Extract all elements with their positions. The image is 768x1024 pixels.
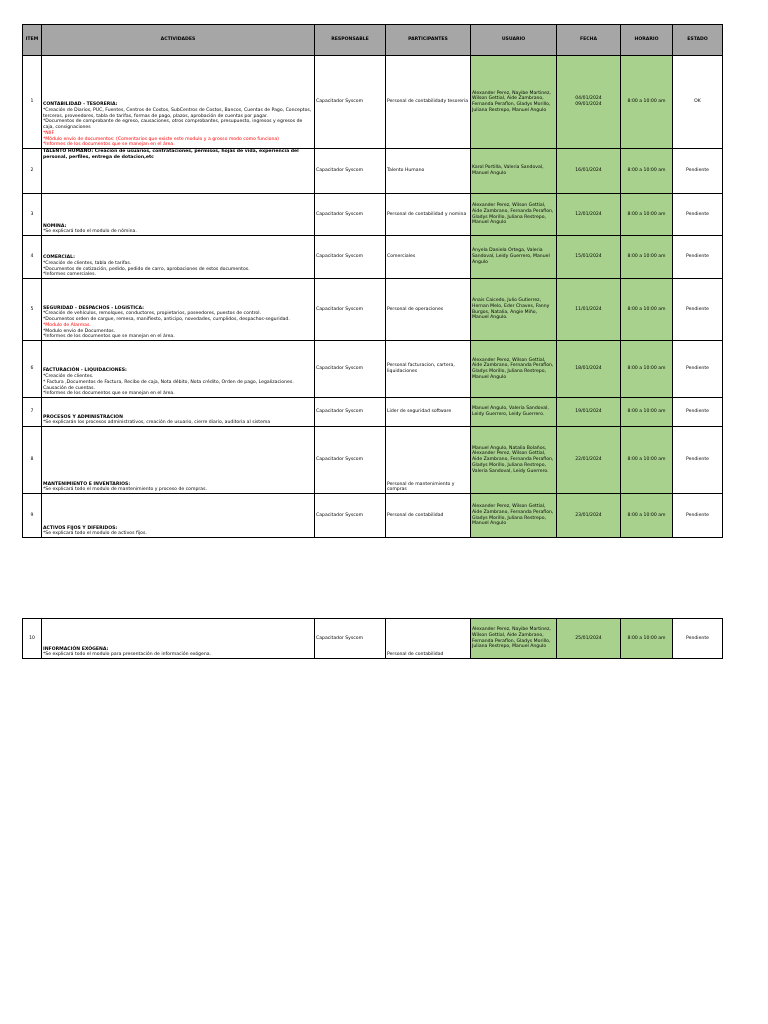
row-activity — [42, 427, 315, 494]
row-estado: Pendiente — [673, 236, 723, 279]
row-horario: 8:00 a 10:00 am — [621, 341, 673, 398]
row-fecha: 23/01/2024 — [557, 494, 621, 538]
row-horario: 8:00 a 10:00 am — [621, 398, 673, 427]
activity-title: NOMINA: — [43, 223, 67, 229]
activity-line: *Informes de los documentos que se manejan en el área. — [43, 391, 175, 397]
row-usuario: Anyela Daniela Ortega, Valeria Sandoval, Leidy Guerrero, Manuel Angulo — [471, 236, 557, 279]
row-usuario: Manuel Angulo, Natalia Bolaños, Alexander Perez, Wilson Gettial, Aide Zambrano, Fernanda Peraflon, Gladys Morillo, Juliana Restrepo, Valeria Sandoval, Leidy Guerrero. — [471, 427, 557, 494]
row-responsable: Capacitador Syscom — [315, 341, 386, 398]
table-row — [23, 398, 723, 427]
activity-title: CONTABILIDAD - TESORERIA: — [43, 102, 118, 108]
activity-line: *Creación de clientes. — [43, 374, 94, 380]
header-usuario: USUARIO — [471, 25, 557, 56]
row-participantes: Personal de contabilidad — [386, 494, 471, 538]
row-estado: OK — [673, 56, 723, 149]
activity-line: *Documentos orden de cargue, remesa, manifiesto, anticipo, novedades, cumplidos, despachos-seguridad. — [43, 317, 290, 323]
table-row — [23, 619, 723, 659]
header-estado: ESTADO — [673, 25, 723, 56]
header-item: ITEM — [23, 25, 42, 56]
row-horario: 8:00 a 10:00 am — [621, 279, 673, 341]
row-participantes: Talento Humano — [386, 149, 471, 194]
row-horario: 8:00 a 10:00 am — [621, 194, 673, 236]
row-participantes: Personal facturacion, cartera, liquidaciones — [386, 341, 471, 398]
activity-line: *Documentos de comprobante de egreso, causaciones, otros comprobantes, presupuesto, ingresos y egresos de caja, consignaciones — [43, 119, 303, 131]
row-responsable: Capacitador Syscom — [315, 56, 386, 149]
row-usuario: Alexander Perez, Wilson Gettial, Aide Zambrano, Fernanda Peraflon, Gladys Morillo, Juliana Restrepo, Manuel Angulo — [471, 194, 557, 236]
row-fecha: 15/01/2024 — [557, 236, 621, 279]
row-responsable: Capacitador Syscom — [315, 619, 386, 659]
schedule-table-continuation — [22, 618, 723, 659]
row-fecha: 22/01/2024 — [557, 427, 621, 494]
row-responsable: Capacitador Syscom — [315, 149, 386, 194]
row-fecha: 25/01/2024 — [557, 619, 621, 659]
row-item-number: 7 — [23, 398, 42, 427]
row-estado: Pendiente — [673, 619, 723, 659]
row-item-number: 8 — [23, 427, 42, 494]
row-responsable: Capacitador Syscom — [315, 398, 386, 427]
header-row — [23, 25, 723, 56]
row-item-number: 6 — [23, 341, 42, 398]
row-usuario: Alexander Perez, Nayibe Martinez, Wilson Gettial, Aide Zambrano, Fernanda Peraflon, Gladys Morillo, Juliana Restrepo, Manuel Angulo — [471, 619, 557, 659]
activity-title: FACTURACIÓN - LIQUIDACIONES: — [43, 368, 127, 374]
row-activity — [42, 341, 315, 398]
activity-line: *Módulo envío de documentos: (Comentarios que existe este modulo y a grosso modo como funciona) — [43, 136, 279, 142]
row-horario: 8:00 a 10:00 am — [621, 236, 673, 279]
activity-title: COMERCIAL: — [43, 255, 75, 261]
activity-line: *Se explicará todo el modulo de mantenimiento y proceso de compras. — [43, 487, 207, 493]
activity-line: *Se explicarán los procesos administrativos, creación de usuario, cierre diario, auditoria al sistema — [43, 420, 271, 426]
row-usuario: Karol Portilla, Valeria Sandoval, Manuel Angulo — [471, 149, 557, 194]
header-participantes: PARTICIPANTES — [386, 25, 471, 56]
row-activity — [42, 279, 315, 341]
table-row — [23, 56, 723, 149]
row-activity — [42, 56, 315, 149]
row-estado: Pendiente — [673, 341, 723, 398]
row-fecha: 18/01/2024 — [557, 341, 621, 398]
table-row — [23, 236, 723, 279]
row-activity — [42, 236, 315, 279]
table-row — [23, 427, 723, 494]
row-fecha: 19/01/2024 — [557, 398, 621, 427]
table-row — [23, 494, 723, 538]
row-responsable: Capacitador Syscom — [315, 427, 386, 494]
row-item-number: 4 — [23, 236, 42, 279]
activity-line: *Creación de clientes, tabla de tarifas. — [43, 260, 132, 266]
row-estado: Pendiente — [673, 279, 723, 341]
table-row — [23, 194, 723, 236]
row-item-number: 10 — [23, 619, 42, 659]
row-horario: 8:00 a 10:00 am — [621, 56, 673, 149]
table-row — [23, 149, 723, 194]
activity-line: *Modulo de Alarmas. — [43, 322, 91, 328]
row-activity — [42, 619, 315, 659]
header-responsable: RESPONSABLE — [315, 25, 386, 56]
activity-line: * Factura ,Documentos de Factura, Recibo de caja, Nota débito, Nota crédito, Orden de pago, Legalizaciones. Causación de cuentas. — [43, 379, 294, 391]
row-fecha: 12/01/2024 — [557, 194, 621, 236]
activity-title: TALENTO HUMANO: Creación de usuarios, contrataciones, permisos, hojas de vida, experiencia del personal, perfiles, entrega de dotacion,etc — [43, 149, 299, 160]
header-actividades: ACTIVIDADES — [42, 25, 315, 56]
activity-line: *Informes de los documentos que se manejan en el área. — [43, 334, 175, 340]
row-horario: 8:00 a 10:00 am — [621, 427, 673, 494]
row-horario: 8:00 a 10:00 am — [621, 494, 673, 538]
row-estado: Pendiente — [673, 194, 723, 236]
header-fecha: FECHA — [557, 25, 621, 56]
row-usuario: Alexander Perez, Wilson Gettial, Aide Zambrano, Fernanda Peraflon, Gladys Morillo, Juliana Restrepo, Manuel Angulo — [471, 494, 557, 538]
row-estado: Pendiente — [673, 149, 723, 194]
row-item-number: 2 — [23, 149, 42, 194]
row-participantes: Personal de contabilidady tesoreria — [386, 56, 471, 149]
activity-line: *Se explicará todo el modulo de nómina. — [43, 229, 137, 235]
row-activity — [42, 149, 315, 194]
row-participantes: Personal de contabilidad — [386, 619, 471, 659]
table-row — [23, 341, 723, 398]
activity-line: *Informes de los documentos que se manejan en el área. — [43, 142, 175, 148]
activity-title: PROCESOS Y ADMINISTRACION — [43, 414, 123, 420]
activity-line: *Documentos de cotización, pedido, pedido de carro, aprobaciones de estos documentos. — [43, 266, 250, 272]
row-horario: 8:00 a 10:00 am — [621, 149, 673, 194]
row-participantes: Personal de contabilidad y nomina — [386, 194, 471, 236]
row-estado: Pendiente — [673, 494, 723, 538]
activity-line: *Se explicará todo el modulo para presentación de información exógena. — [43, 652, 212, 658]
row-horario: 8:00 a 10:00 am — [621, 619, 673, 659]
row-estado: Pendiente — [673, 427, 723, 494]
activity-title: MANTENIMIENTO E INVENTARIOS: — [43, 481, 131, 487]
row-fecha: 04/01/2024 09/01/2024 — [557, 56, 621, 149]
row-participantes: Personal de mantenimiento y compras — [386, 427, 471, 494]
row-activity — [42, 194, 315, 236]
activity-line: *Creación de Diarios, PUC, Fuentes, Centros de Costos, SubCentros de Costos, Bancos, Cuentas de Pago, Conceptos, terceros, proveedores, tabla de tarifas, formas de pago, plazos, aprobación de cuentas por pagar. — [43, 107, 312, 119]
activity-line: *Se explicará todo el modulo de activos fijos. — [43, 531, 147, 537]
activity-line: *Modulo envio de Documentos. — [43, 328, 116, 334]
activity-line: *Creación de vehículos, remolques, conductores, propietarios, poseedores, puestos de control. — [43, 311, 261, 317]
activity-title: SEGURIDAD - DESPACHOS - LOGISTICA: — [43, 305, 144, 311]
row-fecha: 16/01/2024 — [557, 149, 621, 194]
activity-line: *NIIF — [43, 130, 55, 136]
row-responsable: Capacitador Syscom — [315, 194, 386, 236]
row-responsable: Capacitador Syscom — [315, 494, 386, 538]
row-fecha: 11/01/2024 — [557, 279, 621, 341]
row-item-number: 3 — [23, 194, 42, 236]
activity-title: ACTIVOS FIJOS Y DIFERIDOS: — [43, 525, 118, 531]
row-participantes: Comerciales — [386, 236, 471, 279]
row-responsable: Capacitador Syscom — [315, 279, 386, 341]
row-responsable: Capacitador Syscom — [315, 236, 386, 279]
row-item-number: 1 — [23, 56, 42, 149]
row-participantes: Personal de operaciones — [386, 279, 471, 341]
row-participantes: Lider de seguridad software — [386, 398, 471, 427]
activity-line: *Informes comerciales. — [43, 272, 96, 278]
row-item-number: 9 — [23, 494, 42, 538]
table-row — [23, 279, 723, 341]
row-activity — [42, 494, 315, 538]
row-item-number: 5 — [23, 279, 42, 341]
schedule-table — [22, 24, 723, 538]
activity-title: INFORMACIÓN EXÓGENA: — [43, 646, 109, 652]
row-usuario: Alexander Perez, Wilson Gettial, Aide Zambrano, Fernanda Peraflon, Gladys Morillo, Juliana Restrepo, Manuel Angulo — [471, 341, 557, 398]
row-usuario: Anais Caicedo, Julio Gutierrez, Hernan Melo, Eder Chaves, Fanny Burgos, Natalia, Angie Miño, Manuel Angulo. — [471, 279, 557, 341]
row-usuario: Manuel Angulo, Valeria Sandoval, Leidy Guerrero, Leidy Guerrero. — [471, 398, 557, 427]
row-activity — [42, 398, 315, 427]
row-usuario: Alexander Perez, Nayibe Martinez, Wilson Gettial, Aide Zambrano, Fernanda Peraflon, Gladys Morillo, Juliana Restrepo, Manuel Angulo — [471, 56, 557, 149]
row-estado: Pendiente — [673, 398, 723, 427]
header-horario: HORARIO — [621, 25, 673, 56]
